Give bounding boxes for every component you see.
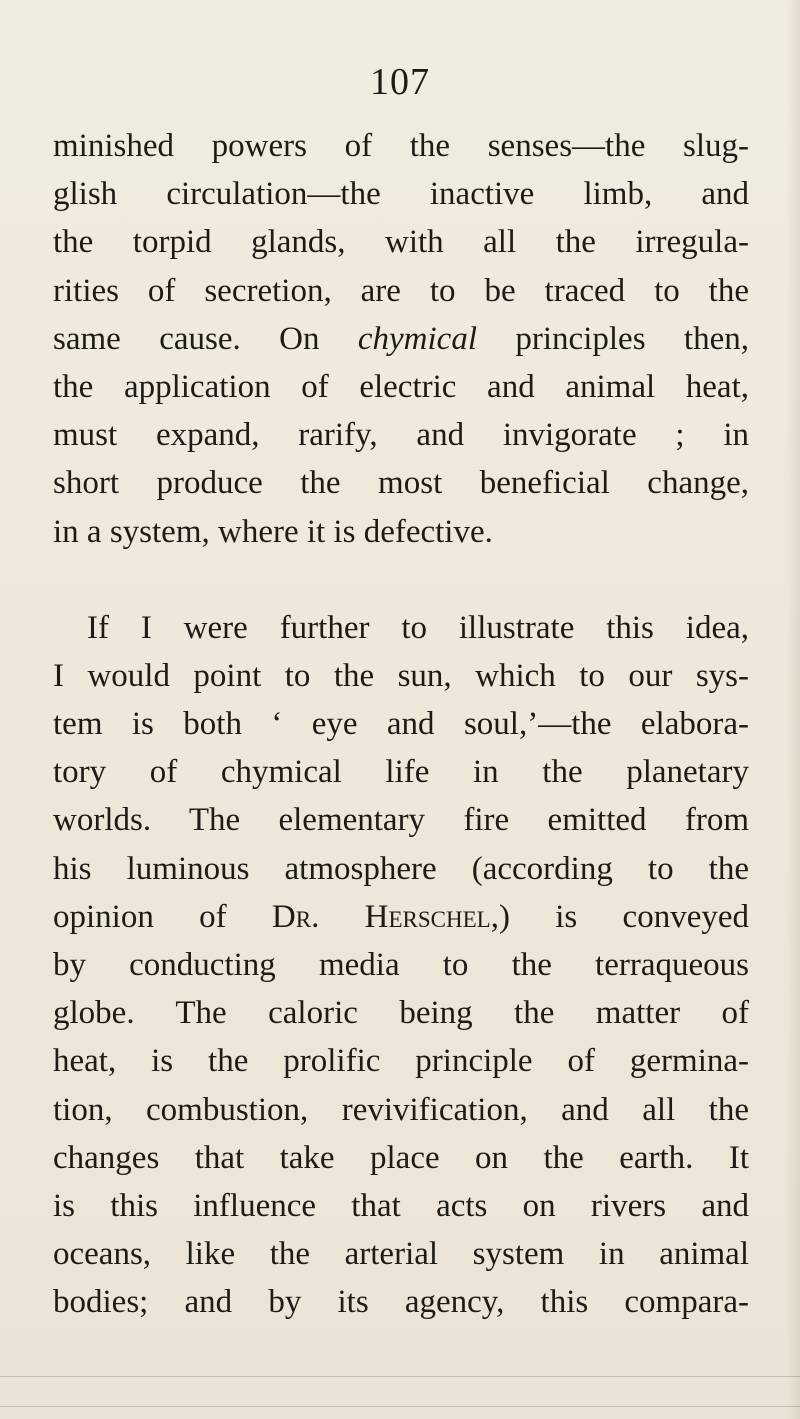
text-line: bodies; and by its agency, this compara- [53, 1284, 749, 1321]
text-line: If I were further to illustrate this idea, [87, 609, 749, 646]
text-line: his luminous atmosphere (according to the [53, 850, 749, 887]
text-line: the torpid glands, with all the irregula- [53, 224, 749, 261]
text-line: tory of chymical life in the planetary [53, 754, 749, 791]
text-line: must expand, rarify, and invigorate ; in [53, 417, 749, 454]
text-line: glish circulation—the inactive limb, and [53, 176, 749, 213]
text-line [53, 893, 749, 941]
text-line: rities of secretion, are to be traced to the [53, 272, 749, 309]
text-line: is this influence that acts on rivers and [53, 1187, 749, 1224]
page-edge-shade [786, 0, 800, 1419]
text-line [53, 315, 749, 363]
text-line: minished powers of the senses—the slug- [53, 128, 749, 164]
text-line: I would point to the sun, which to our sys- [53, 657, 749, 694]
bottom-rule [0, 1406, 800, 1407]
small-caps-name: Dr. Herschel, [271, 898, 499, 935]
text-segment: same cause. On [53, 320, 358, 357]
text-line: worlds. The elementary fire emitted from [53, 802, 749, 839]
text-line: in a system, where it is defective. [53, 513, 493, 550]
text-line: globe. The caloric being the matter of [53, 995, 749, 1032]
italic-word: chymical [357, 320, 477, 357]
paragraph-gap [53, 556, 749, 604]
body-text [53, 122, 749, 1327]
bottom-rule [0, 1376, 800, 1377]
text-line: changes that take place on the earth. It [53, 1139, 749, 1176]
text-line: oceans, like the arterial system in animal [53, 1236, 749, 1273]
text-line: tem is both ‘ eye and soul,’—the elabora- [53, 706, 749, 743]
text-segment: principles then, [477, 320, 750, 357]
page-number: 107 [370, 61, 430, 103]
text-line: the application of electric and animal heat, [53, 368, 749, 405]
text-segment: ) is conveyed [498, 898, 749, 935]
text-line: heat, is the prolific principle of germina- [53, 1043, 749, 1080]
text-line: tion, combustion, revivification, and all the [53, 1091, 749, 1128]
text-line: short produce the most beneficial change, [53, 465, 749, 502]
text-line: by conducting media to the terraqueous [53, 947, 749, 983]
text-segment: opinion of [53, 898, 272, 935]
